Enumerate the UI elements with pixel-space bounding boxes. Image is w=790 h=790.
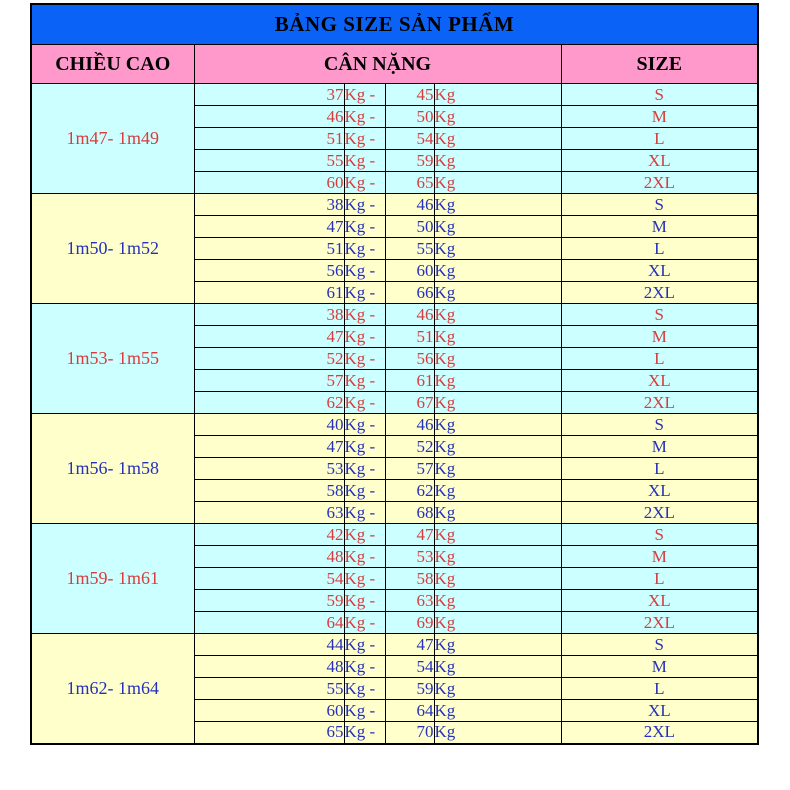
- weight-from-value: 47: [194, 436, 344, 458]
- weight-to-value: 70: [385, 722, 434, 744]
- kg-label: Kg: [434, 524, 561, 546]
- kg-label: Kg: [434, 194, 561, 216]
- weight-to-value: 53: [385, 546, 434, 568]
- table-row: [31, 84, 758, 106]
- weight-from-value: 42: [194, 524, 344, 546]
- table-title-row: [31, 4, 758, 45]
- kg-label: Kg: [434, 458, 561, 480]
- kg-label: Kg: [434, 392, 561, 414]
- kg-dash-label: Kg -: [344, 106, 385, 128]
- size-value: 2XL: [561, 172, 758, 194]
- kg-dash-label: Kg -: [344, 282, 385, 304]
- kg-dash-label: Kg -: [344, 568, 385, 590]
- size-table-body: [31, 84, 758, 744]
- size-value: XL: [561, 150, 758, 172]
- weight-to-value: 50: [385, 106, 434, 128]
- size-value: 2XL: [561, 612, 758, 634]
- size-value: L: [561, 678, 758, 700]
- weight-to-value: 63: [385, 590, 434, 612]
- size-value: S: [561, 84, 758, 106]
- weight-to-value: 69: [385, 612, 434, 634]
- size-value: M: [561, 656, 758, 678]
- size-value: XL: [561, 260, 758, 282]
- weight-from-value: 63: [194, 502, 344, 524]
- kg-dash-label: Kg -: [344, 84, 385, 106]
- weight-from-value: 55: [194, 678, 344, 700]
- weight-from-value: 62: [194, 392, 344, 414]
- kg-label: Kg: [434, 436, 561, 458]
- size-value: XL: [561, 480, 758, 502]
- kg-dash-label: Kg -: [344, 304, 385, 326]
- weight-from-value: 60: [194, 172, 344, 194]
- weight-from-value: 40: [194, 414, 344, 436]
- height-range-cell: 1m53- 1m55: [31, 304, 194, 414]
- table-header-row: [31, 45, 758, 84]
- weight-to-value: 54: [385, 128, 434, 150]
- weight-to-value: 46: [385, 414, 434, 436]
- weight-from-value: 51: [194, 128, 344, 150]
- kg-dash-label: Kg -: [344, 458, 385, 480]
- size-value: 2XL: [561, 392, 758, 414]
- kg-dash-label: Kg -: [344, 238, 385, 260]
- kg-dash-label: Kg -: [344, 502, 385, 524]
- kg-dash-label: Kg -: [344, 546, 385, 568]
- kg-dash-label: Kg -: [344, 392, 385, 414]
- weight-from-value: 38: [194, 194, 344, 216]
- weight-from-value: 44: [194, 634, 344, 656]
- table-title: BẢNG SIZE SẢN PHẨM: [31, 4, 758, 45]
- weight-from-value: 64: [194, 612, 344, 634]
- height-range-cell: 1m62- 1m64: [31, 634, 194, 744]
- size-value: L: [561, 128, 758, 150]
- kg-label: Kg: [434, 260, 561, 282]
- weight-to-value: 61: [385, 370, 434, 392]
- size-value: S: [561, 304, 758, 326]
- kg-dash-label: Kg -: [344, 326, 385, 348]
- weight-from-value: 52: [194, 348, 344, 370]
- size-value: S: [561, 524, 758, 546]
- kg-dash-label: Kg -: [344, 194, 385, 216]
- kg-dash-label: Kg -: [344, 128, 385, 150]
- weight-from-value: 58: [194, 480, 344, 502]
- kg-label: Kg: [434, 84, 561, 106]
- kg-label: Kg: [434, 590, 561, 612]
- kg-label: Kg: [434, 414, 561, 436]
- size-value: 2XL: [561, 722, 758, 744]
- weight-to-value: 55: [385, 238, 434, 260]
- kg-dash-label: Kg -: [344, 612, 385, 634]
- size-value: XL: [561, 590, 758, 612]
- kg-label: Kg: [434, 502, 561, 524]
- kg-dash-label: Kg -: [344, 172, 385, 194]
- kg-label: Kg: [434, 678, 561, 700]
- weight-to-value: 50: [385, 216, 434, 238]
- size-value: M: [561, 546, 758, 568]
- weight-to-value: 66: [385, 282, 434, 304]
- kg-dash-label: Kg -: [344, 370, 385, 392]
- column-header-size: SIZE: [561, 45, 758, 84]
- kg-label: Kg: [434, 326, 561, 348]
- weight-from-value: 55: [194, 150, 344, 172]
- table-row: [31, 194, 758, 216]
- size-value: XL: [561, 700, 758, 722]
- kg-dash-label: Kg -: [344, 722, 385, 744]
- weight-to-value: 51: [385, 326, 434, 348]
- kg-dash-label: Kg -: [344, 436, 385, 458]
- size-value: M: [561, 436, 758, 458]
- kg-label: Kg: [434, 282, 561, 304]
- weight-from-value: 46: [194, 106, 344, 128]
- weight-to-value: 56: [385, 348, 434, 370]
- size-value: XL: [561, 370, 758, 392]
- weight-to-value: 58: [385, 568, 434, 590]
- kg-label: Kg: [434, 700, 561, 722]
- kg-label: Kg: [434, 238, 561, 260]
- weight-from-value: 37: [194, 84, 344, 106]
- size-value: S: [561, 414, 758, 436]
- weight-to-value: 68: [385, 502, 434, 524]
- kg-label: Kg: [434, 656, 561, 678]
- kg-dash-label: Kg -: [344, 524, 385, 546]
- weight-to-value: 67: [385, 392, 434, 414]
- size-value: 2XL: [561, 502, 758, 524]
- kg-label: Kg: [434, 106, 561, 128]
- size-value: L: [561, 458, 758, 480]
- column-header-height: CHIỀU CAO: [31, 45, 194, 84]
- height-range-cell: 1m47- 1m49: [31, 84, 194, 194]
- height-range-cell: 1m56- 1m58: [31, 414, 194, 524]
- kg-label: Kg: [434, 480, 561, 502]
- weight-to-value: 46: [385, 304, 434, 326]
- weight-to-value: 65: [385, 172, 434, 194]
- weight-to-value: 52: [385, 436, 434, 458]
- weight-from-value: 53: [194, 458, 344, 480]
- weight-from-value: 47: [194, 216, 344, 238]
- kg-label: Kg: [434, 348, 561, 370]
- table-row: [31, 304, 758, 326]
- kg-label: Kg: [434, 216, 561, 238]
- weight-to-value: 54: [385, 656, 434, 678]
- size-value: L: [561, 348, 758, 370]
- size-value: 2XL: [561, 282, 758, 304]
- kg-label: Kg: [434, 722, 561, 744]
- weight-from-value: 59: [194, 590, 344, 612]
- weight-to-value: 57: [385, 458, 434, 480]
- kg-label: Kg: [434, 304, 561, 326]
- table-row: [31, 634, 758, 656]
- size-value: M: [561, 216, 758, 238]
- kg-dash-label: Kg -: [344, 260, 385, 282]
- weight-from-value: 60: [194, 700, 344, 722]
- size-value: L: [561, 238, 758, 260]
- weight-from-value: 48: [194, 546, 344, 568]
- size-value: L: [561, 568, 758, 590]
- kg-label: Kg: [434, 546, 561, 568]
- weight-from-value: 57: [194, 370, 344, 392]
- kg-dash-label: Kg -: [344, 678, 385, 700]
- table-row: [31, 524, 758, 546]
- weight-to-value: 59: [385, 150, 434, 172]
- kg-label: Kg: [434, 568, 561, 590]
- kg-label: Kg: [434, 172, 561, 194]
- kg-dash-label: Kg -: [344, 150, 385, 172]
- weight-from-value: 61: [194, 282, 344, 304]
- weight-from-value: 38: [194, 304, 344, 326]
- weight-to-value: 59: [385, 678, 434, 700]
- kg-label: Kg: [434, 370, 561, 392]
- weight-to-value: 62: [385, 480, 434, 502]
- kg-dash-label: Kg -: [344, 634, 385, 656]
- kg-dash-label: Kg -: [344, 216, 385, 238]
- kg-label: Kg: [434, 150, 561, 172]
- weight-to-value: 47: [385, 524, 434, 546]
- weight-from-value: 54: [194, 568, 344, 590]
- kg-dash-label: Kg -: [344, 414, 385, 436]
- weight-to-value: 46: [385, 194, 434, 216]
- weight-to-value: 45: [385, 84, 434, 106]
- weight-from-value: 51: [194, 238, 344, 260]
- size-value: M: [561, 326, 758, 348]
- size-chart-table: [30, 3, 759, 745]
- weight-from-value: 65: [194, 722, 344, 744]
- height-range-cell: 1m50- 1m52: [31, 194, 194, 304]
- kg-label: Kg: [434, 128, 561, 150]
- size-value: S: [561, 634, 758, 656]
- weight-from-value: 48: [194, 656, 344, 678]
- kg-dash-label: Kg -: [344, 480, 385, 502]
- size-value: S: [561, 194, 758, 216]
- weight-from-value: 47: [194, 326, 344, 348]
- weight-to-value: 64: [385, 700, 434, 722]
- weight-from-value: 56: [194, 260, 344, 282]
- weight-to-value: 60: [385, 260, 434, 282]
- kg-label: Kg: [434, 634, 561, 656]
- kg-dash-label: Kg -: [344, 590, 385, 612]
- kg-dash-label: Kg -: [344, 348, 385, 370]
- height-range-cell: 1m59- 1m61: [31, 524, 194, 634]
- kg-dash-label: Kg -: [344, 656, 385, 678]
- kg-dash-label: Kg -: [344, 700, 385, 722]
- weight-to-value: 47: [385, 634, 434, 656]
- table-row: [31, 414, 758, 436]
- kg-label: Kg: [434, 612, 561, 634]
- size-value: M: [561, 106, 758, 128]
- column-header-weight: CÂN NẶNG: [194, 45, 561, 84]
